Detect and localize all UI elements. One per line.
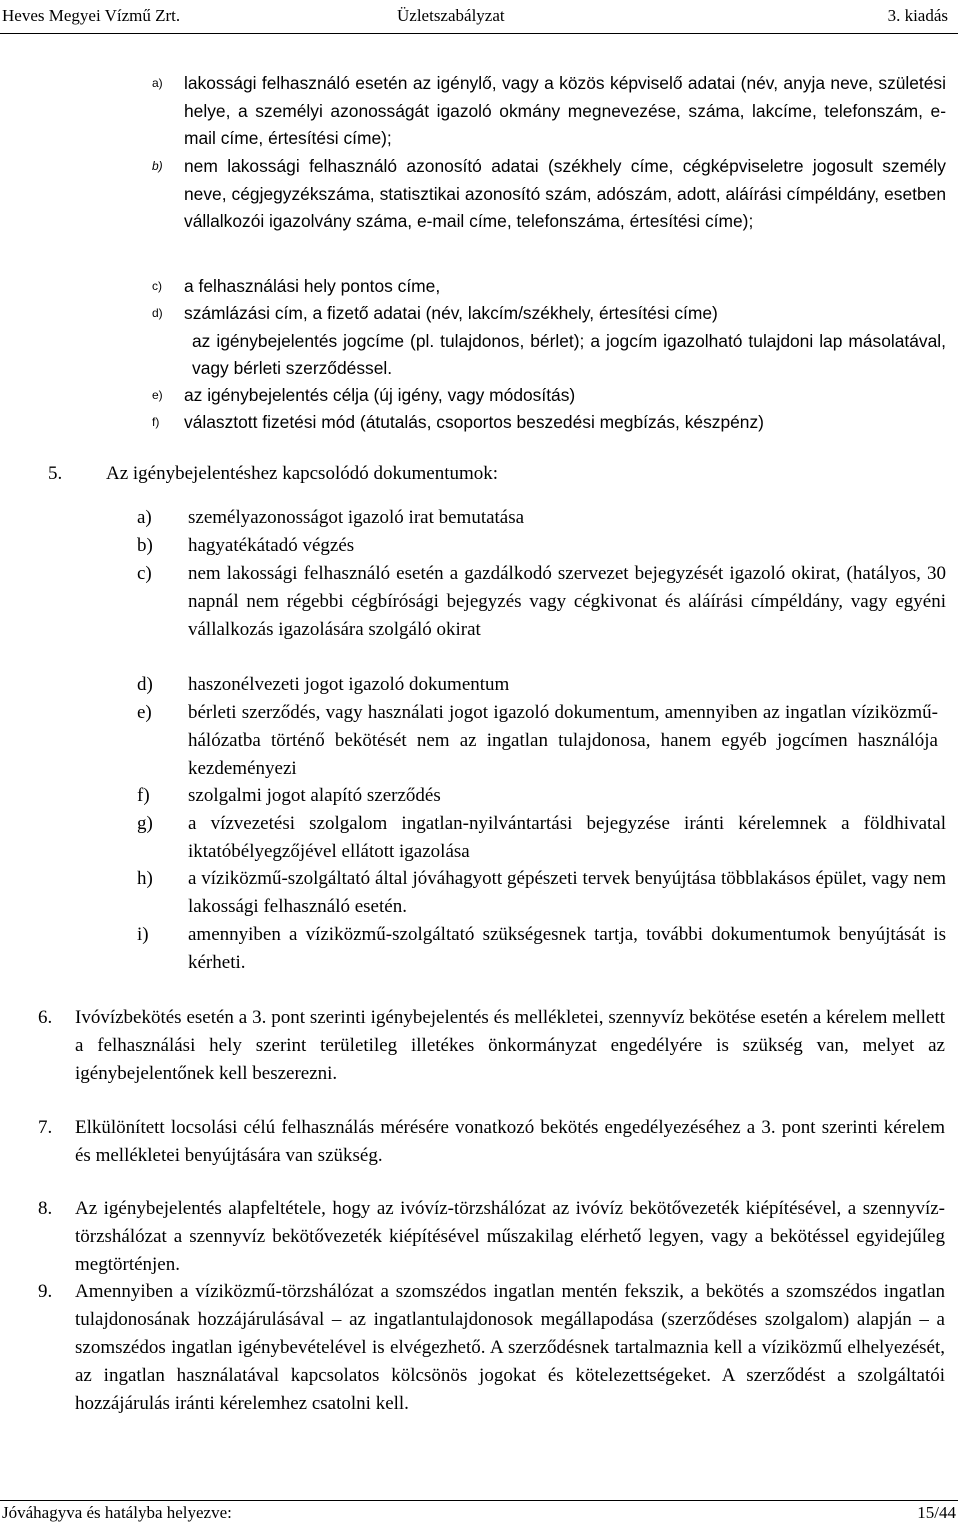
- list-item-note: az igénybejelentés jogcíme (pl. tulajdonos, bérlet); a jogcím igazolható tulajdoni lap másolatával, vagy bérleti szerződéssel.: [192, 330, 946, 379]
- list-item: a vízvezetési szolgalom ingatlan-nyilvántartási bejegyzése iránti kérelemnek a földhivatal iktatóbélyegzőjével ellátott igazolása: [188, 813, 946, 862]
- header-company: Heves Megyei Vízmű Zrt.: [2, 6, 181, 25]
- list-item-marker: g): [137, 813, 153, 834]
- list-item: választott fizetési mód (átutalás, csoportos beszedési megbízás, készpénz): [184, 412, 764, 432]
- section-8-text: Az igénybejelentés alapfeltétele, hogy az ivóvíz-törzshálózat az ivóvíz bekötővezeték kiépítésével, a szennyvíz-törzshálózat a szennyvíz bekötővezeték kiépítésével műszakilag elérhető legyen, vagy a bekötéssel egyidejűleg megtörténjen.: [75, 1198, 945, 1275]
- header-title: Üzletszabályzat: [397, 6, 505, 25]
- list-item: lakossági felhasználó esetén az igénylő, vagy a közös képviselő adatai (név, anyja neve, születési helye, a személyi azonosságát igazoló okmány megnevezése, száma, lakcíme, telefonszám, e-mail címe, értesítési címe);: [184, 73, 946, 149]
- page-number: 15/44: [917, 1503, 956, 1522]
- section-number: 6.: [38, 1007, 53, 1028]
- section-number: 7.: [38, 1117, 53, 1138]
- list-item-marker: c): [137, 563, 152, 584]
- section-6-text: Ivóvízbekötés esetén a 3. pont szerinti igénybejelentés és mellékletei, szennyvíz bekötése esetén a kérelem mellett a felhasználási hely szerint területileg illetékes önkormányzat engedélyére is szükség van, melyet az igénybejelentőnek kell beszerezni.: [75, 1007, 945, 1084]
- list-item-marker: b): [152, 159, 163, 173]
- footer-approval: Jóváhagyva és hatályba helyezve:: [2, 1503, 232, 1522]
- list-item: amennyiben a víziközmű-szolgáltató szükségesnek tartja, további dokumentumok benyújtását is kérheti.: [188, 924, 946, 973]
- list-item: [184, 300, 946, 383]
- page-header: [0, 0, 960, 34]
- section-7-text: Elkülönített locsolási célú felhasználás mérésére vonatkozó bekötés engedélyezéséhez a 3. pont szerinti kérelem és mellékletei benyújtására van szükség.: [75, 1117, 945, 1166]
- header-divider: [0, 33, 958, 34]
- list-item-marker: a): [152, 76, 163, 90]
- list-item-marker: f): [152, 415, 160, 429]
- list-item-marker: a): [137, 507, 152, 528]
- section-number: 5.: [48, 463, 63, 484]
- list-item-text: bérleti szerződés, vagy használati jogot igazoló dokumentum, amennyiben az ingatlan víziközmű-hálózatba történő bekötését nem az ingatlan tulajdonosa, hanem egyéb jogcímen használója kezdeményezi: [188, 702, 938, 779]
- footer-divider: [0, 1500, 958, 1501]
- list-item-marker: b): [137, 535, 153, 556]
- list-item: a víziközmű-szolgáltató által jóváhagyott gépészeti tervek benyújtása többlakásos épület, vagy nem lakossági felhasználó esetén.: [188, 868, 946, 917]
- list-item: az igénybejelentés célja (új igény, vagy módosítás): [184, 385, 576, 405]
- list-item: nem lakossági felhasználó azonosító adatai (székhely címe, cégképviseletre jogosult személy neve, cégjegyzékszáma, statisztikai azonosító szám, adószám, adott, aláírási címpéldány, esetben vállalkozói igazolvány száma, e-mail címe, telefonszáma, értesítési címe);: [184, 156, 946, 232]
- list-item-marker: f): [137, 785, 150, 806]
- list-item-marker: d): [152, 306, 163, 320]
- list-item-marker: e): [152, 388, 163, 402]
- list-item: személyazonosságot igazoló irat bemutatása: [188, 507, 525, 528]
- list-item-marker: d): [137, 674, 153, 695]
- list-item-marker: c): [152, 279, 162, 293]
- section-9-text: Amennyiben a víziközmű-törzshálózat a szomszédos ingatlan mentén fekszik, a bekötés a szomszédos ingatlan tulajdonosának hozzájárulásával – az ingatlantulajdonosok megállapodása (szerződéses szolgalom) alapján – a szomszédos ingatlan igénybevételével is elvégezhető. A szerződésnek tartalmaznia kell a víziközmű elhelyezését, az ingatlan használatával kapcsolatos kölcsönös jogokat és kötelezettségeket. A szerződést a szolgáltatói hozzájárulás iránti kérelemhez csatolni kell.: [75, 1281, 945, 1414]
- section-number: 9.: [38, 1281, 53, 1302]
- list-item: hagyatékátadó végzés: [188, 535, 355, 556]
- list-item: a felhasználási hely pontos címe,: [184, 276, 441, 296]
- list-item-marker: h): [137, 868, 153, 889]
- list-item: szolgalmi jogot alapító szerződés: [188, 785, 441, 806]
- section-title: Az igénybejelentéshez kapcsolódó dokumentumok:: [106, 463, 499, 484]
- list-item-marker: e): [137, 702, 152, 723]
- list-item-marker: i): [137, 924, 149, 945]
- list-item: haszonélvezeti jogot igazoló dokumentum: [188, 674, 510, 695]
- list-item: nem lakossági felhasználó esetén a gazdálkodó szervezet bejegyzését igazoló okirat, (hatályos, 30 napnál nem régebbi cégbírósági bejegyzés vagy cégkivonat és aláírási címpéldány, vagy egyéni vállalkozás igazolására szolgáló okirat: [188, 563, 946, 640]
- section-number: 8.: [38, 1198, 53, 1219]
- list-item: [188, 699, 938, 782]
- list-item-text: számlázási cím, a fizető adatai (név, lakcím/székhely, értesítési címe): [184, 303, 718, 323]
- header-edition: 3. kiadás: [887, 6, 948, 25]
